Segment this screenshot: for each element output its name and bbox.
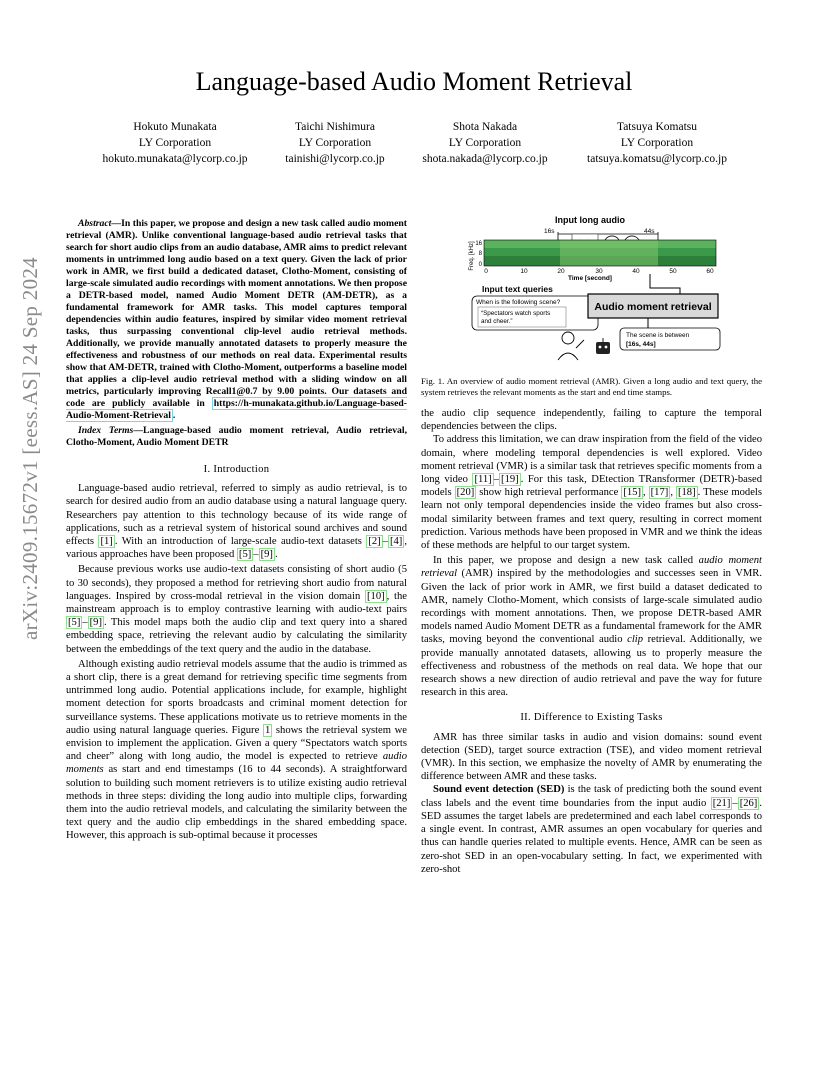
- abstract-label: Abstract: [78, 218, 112, 229]
- author-org: LY Corporation: [138, 137, 212, 149]
- author-email: tainishi@lycorp.co.jp: [285, 153, 385, 165]
- author-name: Shota Nakada: [452, 121, 518, 133]
- abstract-text: —In this paper, we propose and design a new task called audio moment retrieval (AMR). Unlike conventional language-based audio retrieval tasks that search for short audio clips from an audio database, AMR aims to predict relevant moments in untrimmed long audio based on a text query. Given the lack of prior work in AMR, we first build a dedicated dataset, Clotho-Moment, consisting of large-scale simulated audio recordings with moment annotations. We then propose a DETR-based model, named Audio Moment DETR (AM-DETR), as a fundamental framework for AMR tasks. This model captures temporal dependencies within audio features, inspired by similar video moment retrieval tasks, thus surpassing conventional clip-level audio retrieval methods. Additionally, we provide manually annotated datasets to properly measure the effectiveness and robustness of our methods on real data. Experimental results show that AM-DETR, trained with Clotho-Moment, outperforms a baseline model that applies a clip-level audio retrieval method with a sliding window on all metrics, particularly improving Recall1@0.7 by 9.00 points. Our datasets and code are publicly available in: [66, 218, 407, 409]
- svg-text:and cheer.”: and cheer.”: [481, 318, 513, 325]
- svg-text:16: 16: [475, 241, 482, 247]
- svg-text:When is the following scene?: When is the following scene?: [476, 299, 561, 306]
- svg-text:50: 50: [669, 268, 677, 275]
- author-email: shota.nakada@lycorp.co.jp: [422, 153, 548, 165]
- citation[interactable]: [10]: [367, 590, 385, 602]
- intro-paragraph-3: Although existing audio retrieval models assume that the audio is trimmed as a short clip, there is a great demand for retrieving specific time segments from untrimmed long audio. Potential applications include, for example, highlight moment detection for sports broadcasts and criminal moment detection for surveillance systems. These applications motivate us to retrieve moments in the audio using natural language queries. Figure 1 shows the retrieval system we envision to implement the application. Given a query “Spectators watch sports and cheer” along with long audio, the model is expected to retrieve audio moments as start and end timestamps (16 to 44 seconds). A straightforward solution to building such moment retrievers is to utilize existing audio retrieval methods in three steps: dividing the long audio into multiple clips, forwarding them into the audio retrieval models, and calculating the similarity between the text query and the audio clip embeddings in the shared embedding space. However, this approach is sub-optimal because it processes: [66, 658, 407, 842]
- left-column: [66, 218, 407, 843]
- citation[interactable]: [17]: [650, 487, 669, 499]
- right-column: [421, 376, 762, 876]
- index-terms-label: Index Terms: [78, 425, 134, 436]
- index-terms-text: —Language-based audio moment retrieval, Audio retrieval, Clotho-Moment, Audio Moment DETR: [66, 425, 407, 448]
- citation[interactable]: [2]: [368, 536, 381, 548]
- citation[interactable]: [18]: [677, 487, 696, 499]
- person-icon: [558, 332, 584, 360]
- author-name: Hokuto Munakata: [133, 121, 217, 133]
- abstract: Abstract—In this paper, we propose and design a new task called audio moment retrieval (AMR). Unlike conventional language-based audio retrieval tasks that search for short audio clips from an audio database, AMR aims to predict relevant moments in untrimmed long audio based on a text query. Given the lack of prior work in AMR, we first build a dedicated dataset, Clotho-Moment, consisting of large-scale simulated audio recordings with moment annotations. We then propose a DETR-based model, named Audio Moment DETR (AM-DETR), as a fundamental framework for AMR tasks. This model captures temporal dependencies within audio features, inspired by similar video moment retrieval tasks, thus surpassing conventional clip-level audio retrieval methods. Additionally, we provide manually annotated datasets to properly measure the effectiveness and robustness of our methods on real data. Experimental results show that AM-DETR, trained with Clotho-Moment, outperforms a baseline model that applies a clip-level audio retrieval method with a sliding window on all metrics, particularly improving Recall1@0.7 by 9.00 points. Our datasets and code are publicly available in https://h-munakata.github.io/Language-based-Audio-Moment-Retrieval .: [66, 218, 407, 421]
- author-org: LY Corporation: [298, 137, 372, 149]
- author-email: hokuto.munakata@lycorp.co.jp: [102, 153, 248, 165]
- svg-text:30: 30: [595, 268, 603, 275]
- right-paragraph-4: Sound event detection (SED) is the task of predicting both the sound event class labels and the event time boundaries from the input audio [21] – [26] . SED assumes the target labels are predetermined and each label corresponds to a single event. In contrast, AMR assumes an open vocabulary for queries and thus can handle queries related to multiple events. Hence, AMR can be seen as zero-shot SED in an open-vocabulary setting. In fact, we experimented with zero-shot: [421, 784, 762, 875]
- intro-paragraph-1: Language-based audio retrieval, referred to simply as audio retrieval, is to search for desired audio from an audio database using a natural language query. Researchers pay attention to this technology because of its wide range of applications, such as a retrieval system of historical sound archives and sound effects [1] . With an introduction of large-scale audio-text datasets [2] – [4] , various approaches have been proposed [5] – [9] .: [66, 483, 407, 561]
- figure-1: [420, 212, 765, 362]
- right-paragraph-1: To address this limitation, we can draw inspiration from the field of the video domain, where modeling temporal dependencies is well explored. Video moment retrieval (VMR) is a similar task that retrieves specific moments from a long video [11] – [19] . For this task, DEtection TRansformer (DETR)-based models [20] show high retrieval performance [15] , [17] , [18] . These models learn not only temporal dependencies inside the video frames but also cross-modal similarity between frames and text query, resulting in correct moment prediction. Various methods have been proposed in VMR and we think the ideas of these methods are helpful to our target system.: [421, 434, 762, 552]
- moment-start-label: 16s: [544, 228, 555, 235]
- robot-icon: [596, 338, 610, 354]
- author-email: tatsuya.komatsu@lycorp.co.jp: [587, 153, 727, 165]
- query-label: Input text queries: [482, 284, 553, 294]
- citation[interactable]: [20]: [456, 487, 475, 499]
- svg-text:40: 40: [632, 268, 640, 275]
- citation[interactable]: [1]: [100, 536, 113, 548]
- citation[interactable]: [4]: [389, 536, 403, 548]
- citation[interactable]: [15]: [623, 487, 641, 499]
- author-org: LY Corporation: [448, 137, 522, 149]
- citation[interactable]: [5]: [68, 617, 81, 629]
- svg-text:Audio moment retrieval: Audio moment retrieval: [594, 301, 712, 313]
- citation[interactable]: [19]: [501, 474, 519, 486]
- right-paragraph-0: the audio clip sequence independently, failing to capture the temporal dependencies between the clips.: [421, 408, 762, 433]
- citation[interactable]: [5]: [238, 549, 252, 561]
- right-paragraph-2: In this paper, we propose and design a new task called audio moment retrieval (AMR) inspired by the methodologies and successes seen in VMR. Given the lack of prior work in AMR, we first build a dataset dedicated to AMR, namely Clotho-Moment, which consists of large-scale simulated audio recordings with moment annotations. Then, we propose DETR-based AMR models named Audio Moment DETR as a fundamental framework for the AMR tasks, moving beyond the conventional audio clip retrieval. Additionally, we provide manually annotated datasets, allowing us to properly measure the effectiveness and robustness of the methods on real data. We hope that our research shows a new direction of audio retrieval and pave the way for future research in this area.: [421, 555, 762, 699]
- svg-text:20: 20: [557, 268, 565, 275]
- section-heading-intro: I. Introduction: [203, 464, 270, 475]
- arxiv-stamp: arXiv:2409.15672v1 [eess.AS] 24 Sep 2024: [18, 257, 42, 640]
- author-4: [557, 119, 757, 167]
- author-name: Taichi Nishimura: [295, 121, 375, 133]
- paper-title: Language-based Audio Moment Retrieval: [195, 67, 633, 96]
- right-paragraph-3: AMR has three similar tasks in audio and vision domains: sound event detection (SED), target source extraction (TSE), and video moment retrieval (VMR). In this section, we emphasize the novelty of AMR by enumerating the difference between AMR and these tasks.: [421, 731, 762, 783]
- code-link[interactable]: https://h-munakata.github.io/Language-based-Audio-Moment-Retrieval: [66, 398, 407, 421]
- citation[interactable]: [11]: [474, 474, 492, 486]
- section-heading-diff: II. Difference to Existing Tasks: [520, 712, 663, 724]
- moment-end-label: 44s: [644, 228, 655, 235]
- author-name: Tatsuya Komatsu: [616, 121, 697, 133]
- svg-text:8: 8: [478, 251, 482, 257]
- figure-caption: Fig. 1. An overview of audio moment retrieval (AMR). Given a long audio and text query, the system retrieves the relevant moments as the start and end time stamps.: [421, 376, 762, 397]
- svg-text:0: 0: [484, 268, 488, 275]
- citation[interactable]: [9]: [89, 617, 103, 629]
- x-axis-label: Time [second]: [568, 275, 612, 282]
- citation[interactable]: [26]: [739, 797, 758, 809]
- figure-reference[interactable]: 1: [264, 724, 271, 736]
- citation[interactable]: [9]: [260, 549, 273, 561]
- y-axis-label: Freq. [kHz]: [469, 241, 475, 271]
- svg-text:0: 0: [478, 262, 482, 268]
- figure-top-label: Input long audio: [555, 215, 625, 225]
- svg-text:The scene is between: The scene is between: [626, 332, 690, 339]
- svg-text:60: 60: [706, 268, 714, 275]
- svg-text:“Spectators watch sports: “Spectators watch sports: [481, 310, 551, 317]
- svg-text:10: 10: [520, 268, 528, 275]
- citation[interactable]: [21]: [712, 797, 731, 809]
- intro-paragraph-2: Because previous works use audio-text datasets consisting of short audio (5 to 30 seconds), they proposed a method for retrieving short audio from natural languages. Inspired by cross-modal retrieval in the vision domain [10] , the mainstream approach is to employ contrastive learning with audio-text pairs [5] – [9] . This model maps both the audio clip and text query into a shared embedding space, retrieving the relevant audio by calculating the similarity between the embeddings of the text query and the audio in the database.: [66, 564, 407, 655]
- svg-text:[16s, 44s]: [16s, 44s]: [626, 341, 656, 348]
- index-terms: [66, 425, 407, 449]
- author-org: LY Corporation: [620, 137, 694, 149]
- author-3: [385, 119, 585, 167]
